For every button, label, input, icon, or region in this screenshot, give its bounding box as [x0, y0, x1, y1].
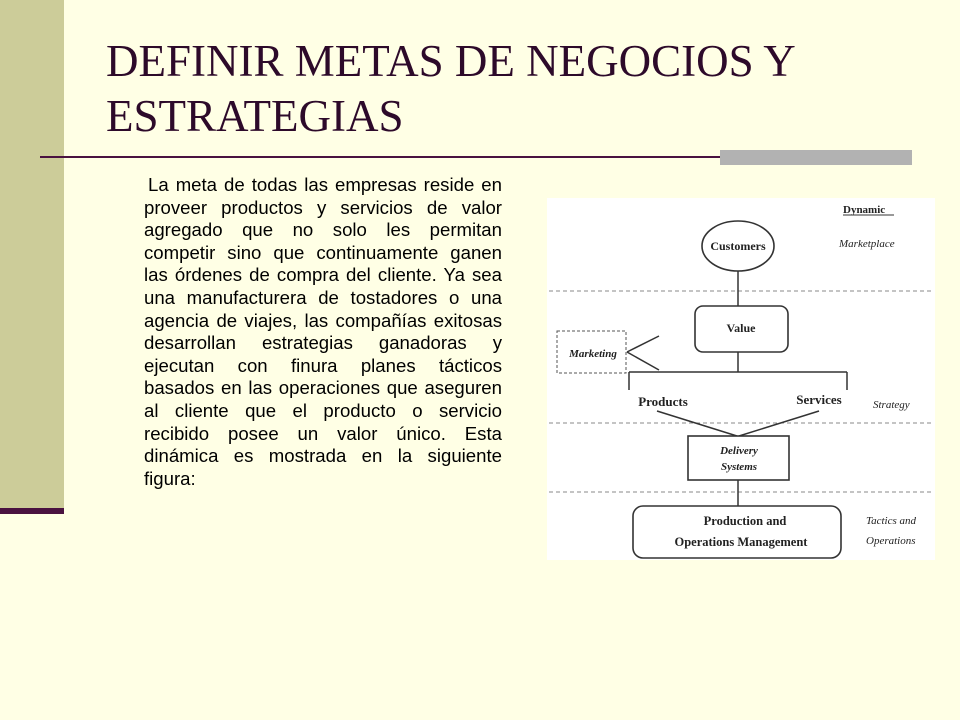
connector-services-delivery — [739, 411, 819, 436]
services-label: Services — [796, 392, 842, 407]
production-label-line2: Operations Management — [674, 535, 808, 549]
production-label-line1: Production and — [703, 514, 787, 528]
business-dynamics-figure — [547, 198, 935, 560]
marketing-connector-upper — [627, 336, 659, 352]
level-label-operations: Operations — [866, 535, 916, 547]
slide-body-text: La meta de todas las empresas reside en proveer productos y servicios de valor agregado que no solo les permitan competir sino que continuamente ganen las órdenes de compra del cliente. Ya sea una manufacturera de tostadores o una agencia de viajes, las compañías exitosas desarrollan estrategias ganadoras y ejecutan con finura planes tácticos basados en las operaciones que aseguren al cliente que el producto o servicio recibido posee un valor único. Esta dinámica es mostrada en la siguiente figura: — [144, 174, 502, 489]
level-label-strategy: Strategy — [873, 399, 910, 411]
value-label: Value — [726, 321, 756, 335]
delivery-systems-node — [688, 436, 789, 480]
level-label-tactics: Tactics and — [866, 515, 917, 527]
customers-label: Customers — [710, 239, 766, 253]
delivery-label-line1: Delivery — [720, 445, 758, 457]
level-label-dynamic: Dynamic — [843, 204, 886, 216]
marketing-connector-lower — [627, 352, 659, 370]
level-label-marketplace: Marketplace — [839, 238, 895, 250]
figure-diagram — [547, 198, 935, 560]
side-accent-mark — [0, 508, 64, 514]
side-accent-bar — [0, 0, 64, 510]
slide-title: DEFINIR METAS DE NEGOCIOS Y ESTRATEGIAS — [106, 36, 795, 141]
title-divider-block — [720, 150, 912, 165]
delivery-label-line2: Systems — [720, 461, 758, 473]
marketing-label: Marketing — [569, 348, 617, 360]
products-label: Products — [638, 394, 688, 409]
